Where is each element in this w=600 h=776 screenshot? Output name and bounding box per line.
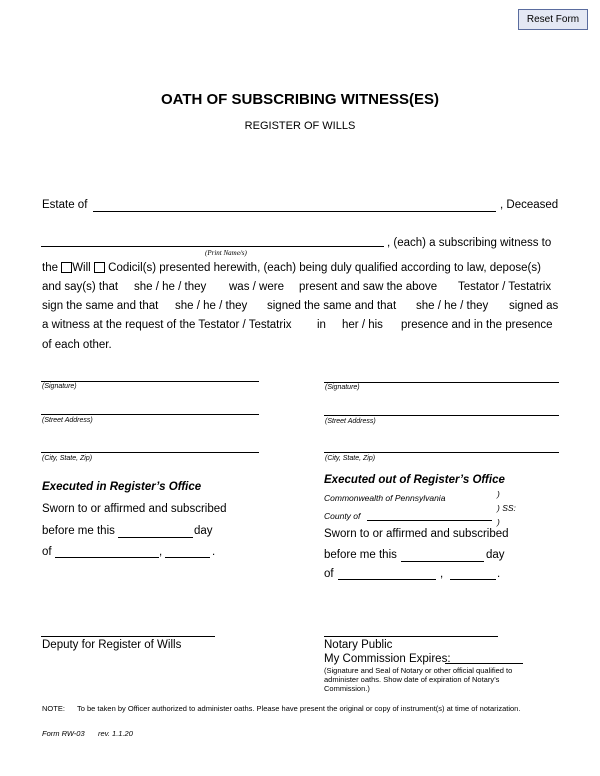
right-period: . [497,568,501,580]
left-before-label: before me this [42,525,115,537]
notary-note-3: Commission.) [324,684,370,693]
will-checkbox[interactable] [61,262,72,273]
body-line-4d: presence and in the presence [401,319,553,331]
body-line-3c: signed the same and that [267,300,397,312]
commonwealth-label: Commonwealth of Pennsylvania [324,493,446,503]
form-number: Form RW-03 [42,729,85,738]
commission-expiry-field[interactable] [445,663,523,664]
body-line-3a: sign the same and that [42,300,159,312]
right-city-caption: (City, State, Zip) [325,455,376,462]
estate-label: Estate of [42,199,88,211]
notary-label: Notary Public [324,639,393,651]
body-line-2c: was / were [229,281,284,293]
left-period: . [212,546,216,558]
print-name-caption: (Print Name/s) [205,249,247,257]
right-of-label: of [324,568,334,580]
body-line-5: of each other. [42,339,112,351]
body-line-2e: Testator / Testatrix [458,281,552,293]
reset-form-button[interactable]: Reset Form [518,9,588,30]
left-of-label: of [42,546,52,558]
body-line-3d: she / he / they [416,300,489,312]
left-signature-caption: (Signature) [42,383,77,390]
right-signature-caption: (Signature) [325,384,360,391]
right-street-field[interactable] [324,415,559,416]
notary-note-1: (Signature and Seal of Notary or other official qualified to [324,666,513,675]
paren-1: ) [497,489,500,499]
county-field[interactable] [367,520,492,521]
notary-note-2: administer oaths. Show date of expiration of Notary’s [324,675,500,684]
paren-3: ) [497,517,500,527]
left-month-field[interactable] [55,557,159,558]
left-city-caption: (City, State, Zip) [42,455,93,462]
left-signature-field[interactable] [41,381,259,382]
body-line-4b: in [317,319,326,331]
body-line-4c: her / his [342,319,383,331]
paren-2: ) SS: [497,503,516,513]
codicil-checkbox[interactable] [94,262,105,273]
right-city-field[interactable] [324,452,559,453]
estate-name-field[interactable] [93,211,496,212]
left-street-caption: (Street Address) [42,417,93,424]
revision: rev. 1.1.20 [98,729,133,738]
right-street-caption: (Street Address) [325,418,376,425]
deputy-signature-field[interactable] [41,636,215,637]
left-day-field[interactable] [118,537,193,538]
witness-suffix: , (each) a subscribing witness to [387,237,552,249]
right-day-label: day [486,549,505,561]
body-line-3e: signed as [509,300,559,312]
page-subtitle: REGISTER OF WILLS [244,120,356,132]
body-line-2d: present and saw the above [299,281,438,293]
body-line-1: the Will Codicil(s) presented herewith, (each) being duly qualified according to law, depose(s) [42,262,541,274]
body-line-2b: she / he / they [134,281,207,293]
note-label: NOTE: [42,704,65,713]
right-before-label: before me this [324,549,397,561]
left-day-label: day [194,525,213,537]
note-text: To be taken by Officer authorized to administer oaths. Please have present the original or copy of instrument(s) at time of notarization. [77,704,521,713]
right-comma: , [440,568,444,580]
deceased-label: , Deceased [500,199,559,211]
right-day-field[interactable] [401,561,484,562]
body-line-3b: she / he / they [175,300,248,312]
deputy-label: Deputy for Register of Wills [42,639,182,651]
witness-name-field[interactable] [41,246,384,247]
county-label: County of [324,511,361,521]
right-month-field[interactable] [338,579,436,580]
commission-label: My Commission Expires: [324,653,451,665]
left-city-field[interactable] [41,452,259,453]
right-signature-field[interactable] [324,382,559,383]
right-sworn: Sworn to or affirmed and subscribed [324,528,509,540]
right-heading: Executed out of Register’s Office [324,474,505,486]
left-heading: Executed in Register’s Office [42,481,202,493]
left-comma: , [159,546,163,558]
body-line-2a: and say(s) that [42,281,119,293]
notary-signature-field[interactable] [324,636,498,637]
left-street-field[interactable] [41,414,259,415]
right-year-field[interactable] [450,579,496,580]
page-title: OATH OF SUBSCRIBING WITNESS(ES) [160,91,440,108]
left-year-field[interactable] [165,557,210,558]
body-line-4a: a witness at the request of the Testator / Testatrix [42,319,292,331]
left-sworn: Sworn to or affirmed and subscribed [42,503,227,515]
